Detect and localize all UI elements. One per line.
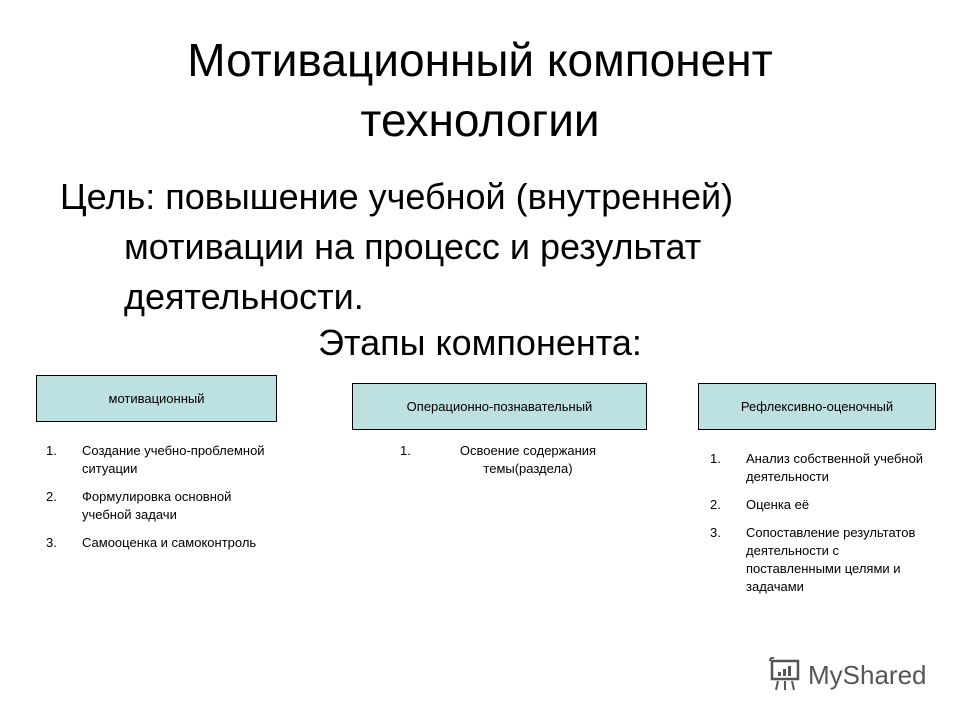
list-item: 3. Сопоставление результатов деятельности с поставленными целями и задачами bbox=[710, 525, 916, 594]
stage-box-motivational bbox=[36, 375, 277, 422]
stage-list-motivational bbox=[46, 442, 266, 562]
goal-line-1: Цель: повышение учебной (внутренней) bbox=[60, 176, 734, 217]
stages-heading: Этапы компонента: bbox=[318, 322, 642, 363]
slide-title bbox=[0, 30, 960, 150]
presentation-board-icon bbox=[768, 657, 802, 693]
list-item: 3. Самооценка и самоконтроль bbox=[46, 535, 257, 550]
goal-text bbox=[60, 172, 920, 322]
title-line-2: технологии bbox=[360, 94, 600, 146]
goal-line-2: мотивации на процесс и результат bbox=[124, 226, 702, 267]
watermark bbox=[768, 657, 927, 693]
stage-label: Операционно-познавательный bbox=[406, 399, 593, 414]
list-item: 1. Создание учебно-проблемной ситуации bbox=[46, 443, 265, 476]
stage-list-operational bbox=[400, 442, 620, 488]
watermark-text: MyShared bbox=[808, 659, 927, 690]
stage-list-reflexive bbox=[710, 450, 930, 606]
stage-label: Рефлексивно-оценочный bbox=[740, 399, 894, 414]
stage-label: мотивационный bbox=[108, 391, 205, 406]
list-item: 1. Анализ собственной учебной деятельности bbox=[710, 451, 924, 484]
list-item: 2. Формулировка основной учебной задачи bbox=[46, 489, 232, 522]
goal-line-3: деятельности. bbox=[124, 276, 364, 317]
list-item: 1. Освоение содержания темы(раздела) bbox=[400, 443, 597, 476]
list-item: 2. Оценка её bbox=[710, 497, 810, 512]
stage-box-operational bbox=[352, 383, 647, 430]
stage-box-reflexive bbox=[698, 383, 936, 430]
title-line-1: Мотивационный компонент bbox=[187, 34, 773, 86]
